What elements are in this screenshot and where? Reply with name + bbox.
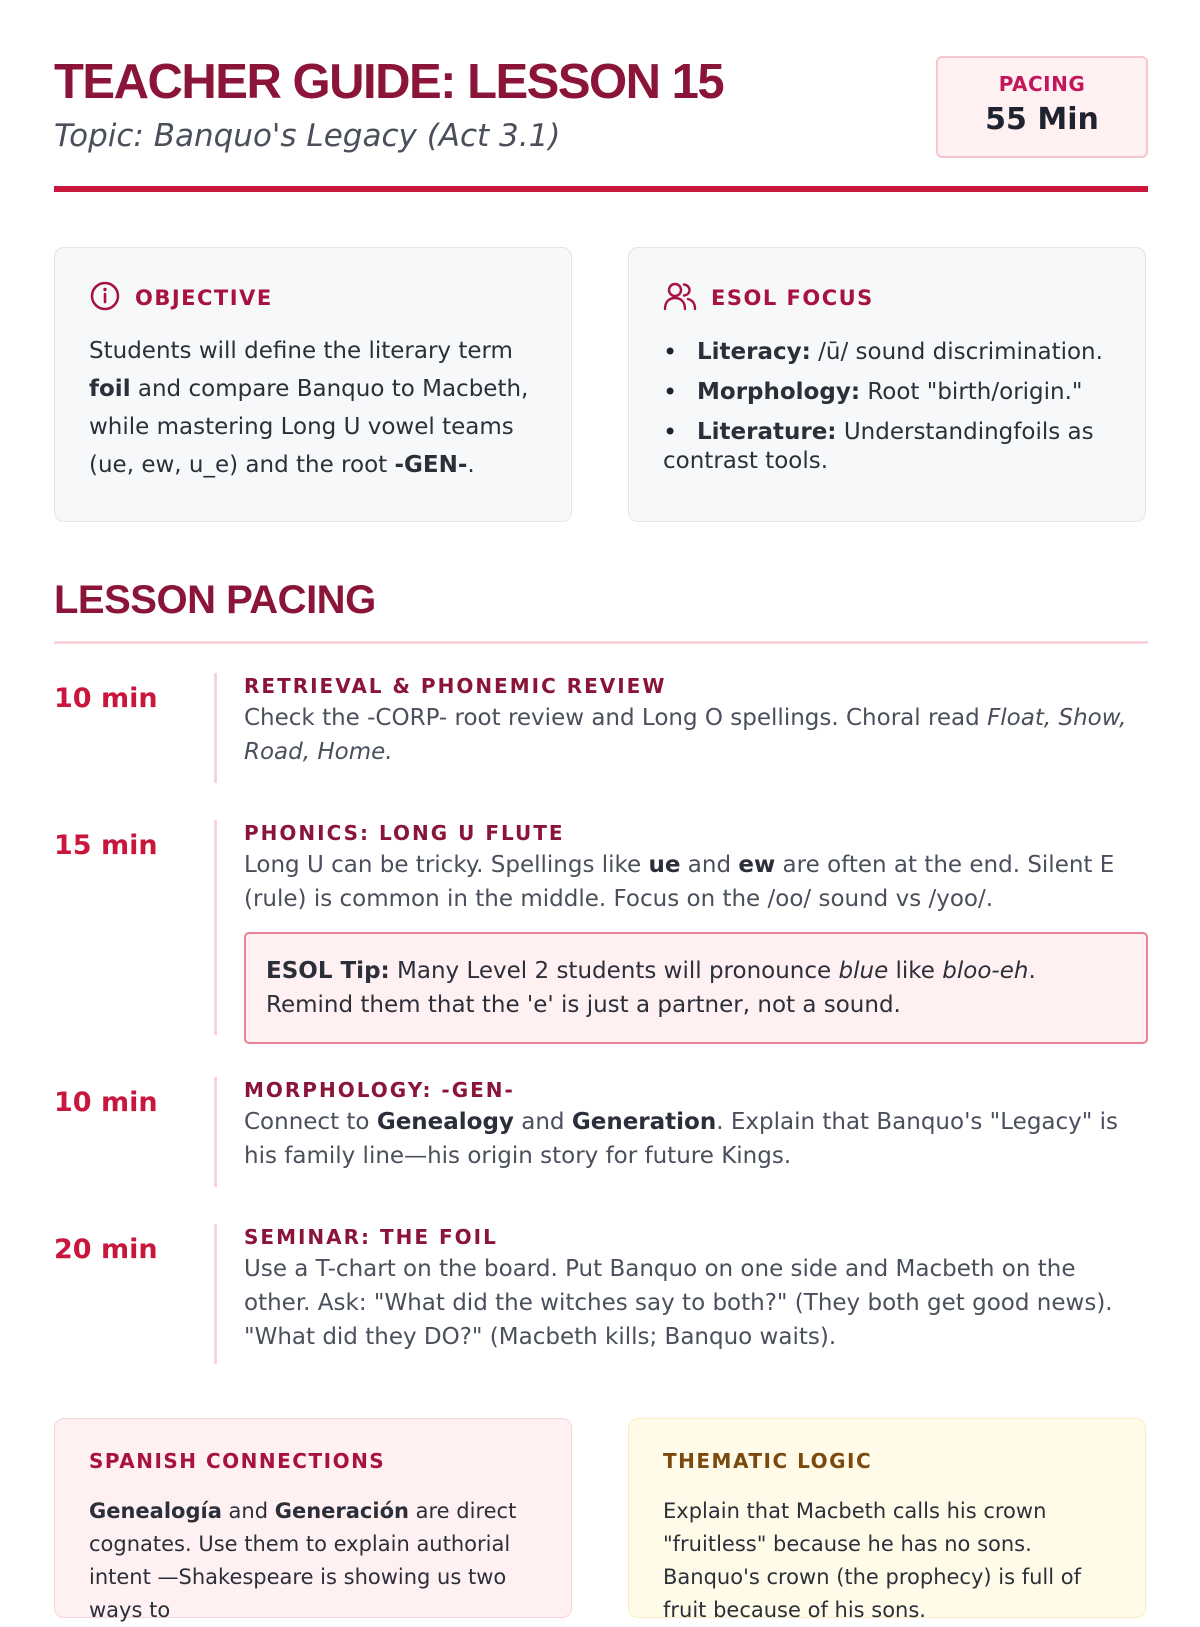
spanish-text-part: are direct cognates. Use them to explain authorial intent —Shakespeare is showing us two ways to [89, 1499, 517, 1622]
pacing-row-time: 20 min [54, 1234, 158, 1265]
spanish-connections-text [89, 1495, 537, 1627]
esol-focus-card [628, 247, 1146, 522]
pacing-text-italic: Float, Show, Road, Home. [244, 705, 1127, 765]
pacing-row-content [244, 1224, 1148, 1354]
esol-tip-italic: blue [838, 958, 889, 984]
objective-text-part: Students will define the literary term [89, 338, 513, 364]
thematic-logic-card [628, 1418, 1146, 1622]
users-icon [663, 280, 697, 316]
page-header [54, 54, 1148, 194]
list-item [663, 412, 1111, 452]
thematic-logic-heading: THEMATIC LOGIC [663, 1449, 873, 1473]
pacing-row-title: SEMINAR: THE FOIL [244, 1225, 498, 1249]
pacing-row-timeline-bar [214, 1224, 217, 1364]
lesson-pacing-title: LESSON PACING [54, 578, 376, 622]
spanish-connections-heading: SPANISH CONNECTIONS [89, 1449, 386, 1473]
pacing-text-part: Check the -CORP- root review and Long O spellings. Choral read [244, 705, 988, 731]
esol-focus-list [663, 332, 1111, 452]
pacing-text-part: Connect to [244, 1109, 377, 1135]
page-subtitle: Topic: Banquo's Legacy (Act 3.1) [54, 118, 561, 154]
pacing-text-bold: Genealogy [376, 1109, 514, 1135]
esol-tip-text: like [888, 958, 943, 984]
esol-tip-callout [244, 932, 1148, 1044]
pacing-badge [936, 56, 1148, 158]
pacing-row-title: RETRIEVAL & PHONEMIC REVIEW [244, 674, 667, 698]
pacing-text-part: and [680, 852, 739, 878]
pacing-badge-value: 55 Min [985, 102, 1099, 137]
pacing-row-text [244, 701, 1148, 769]
spanish-connections-card [54, 1418, 572, 1622]
pacing-row-content [244, 673, 1148, 769]
pacing-row-content [244, 1077, 1148, 1173]
esol-tip-text: . Remind them that the 'e' is just a partner, not a sound. [266, 958, 1036, 1018]
objective-heading: OBJECTIVE [135, 286, 273, 310]
pacing-row [54, 1077, 1148, 1187]
header-divider [54, 186, 1148, 192]
cognate-term: Genealogía [89, 1499, 222, 1523]
section-divider [54, 641, 1148, 644]
pacing-badge-label: PACING [998, 72, 1086, 96]
pacing-row-content [244, 820, 1148, 1044]
pacing-text-part: are often at the end. Silent E (rule) is common in the middle. Focus on the /oo/ sound vs /yoo/. [244, 852, 1115, 912]
objective-text-part: . [467, 452, 475, 478]
objective-term-foil: foil [89, 376, 131, 402]
esol-tip-italic: bloo-eh [942, 958, 1029, 984]
esol-item-text: /ū/ sound discrimination. [810, 339, 1103, 365]
pacing-row-text: Use a T-chart on the board. Put Banquo on one side and Macbeth on the other. Ask: "What did the witches say to both?" (They both get good news). "What did they DO?" (Macbeth kills; Banquo waits). [244, 1256, 1113, 1350]
pacing-row-time: 10 min [54, 683, 158, 714]
spanish-text-part: and [221, 1499, 275, 1523]
objective-header [89, 282, 537, 314]
objective-card [54, 247, 572, 522]
esol-item-label: Morphology: [697, 379, 861, 405]
cognate-term: Generación [274, 1499, 409, 1523]
objective-text-part: and compare Banquo to Macbeth, while mastering Long U vowel teams (ue, ew, u_e) and the root [89, 376, 529, 478]
pacing-row [54, 820, 1148, 1035]
esol-tip-text: Many Level 2 students will pronounce [389, 958, 839, 984]
objective-text [89, 332, 537, 484]
info-circle-icon [89, 280, 121, 316]
pacing-row-text [244, 848, 1148, 916]
pacing-text-part: . Explain that Banquo's "Legacy" is his family line—his origin story for future Kings. [244, 1109, 1119, 1169]
list-item [663, 372, 1111, 412]
esol-item-text: Root "birth/origin." [860, 379, 1083, 405]
pacing-row-timeline-bar [214, 820, 217, 1035]
pacing-row [54, 1224, 1148, 1364]
esol-focus-header [663, 282, 1111, 314]
page-title: TEACHER GUIDE: LESSON 15 [54, 55, 724, 109]
pacing-text-bold: ue [648, 852, 681, 878]
pacing-row-title: PHONICS: LONG U FLUTE [244, 821, 565, 845]
esol-item-text: Understandingfoils as [836, 419, 1094, 445]
pacing-row-time: 15 min [54, 830, 158, 861]
pacing-text-bold: ew [738, 852, 776, 878]
list-item [663, 332, 1111, 372]
pacing-row-timeline-bar [214, 1077, 217, 1187]
esol-item-label: Literature: [697, 419, 837, 445]
thematic-logic-text: Explain that Macbeth calls his crown "fruitless" because he has no sons. Banquo's crown (the prophecy) is full of fruit because of his sons. [663, 1499, 1082, 1622]
objective-root-gen: -GEN- [394, 452, 468, 478]
pacing-row-title: MORPHOLOGY: -GEN- [244, 1078, 515, 1102]
esol-tip-label: ESOL Tip: [266, 958, 390, 984]
pacing-text-bold: Generation [571, 1109, 717, 1135]
pacing-text-part: Long U can be tricky. Spellings like [244, 852, 649, 878]
pacing-row [54, 673, 1148, 783]
pacing-row-time: 10 min [54, 1087, 158, 1118]
pacing-text-part: and [513, 1109, 572, 1135]
pacing-row-timeline-bar [214, 673, 217, 783]
esol-focus-heading: ESOL FOCUS [711, 286, 874, 310]
esol-item-continuation: contrast tools. [663, 448, 829, 474]
pacing-row-text [244, 1105, 1148, 1173]
esol-item-label: Literacy: [697, 339, 811, 365]
